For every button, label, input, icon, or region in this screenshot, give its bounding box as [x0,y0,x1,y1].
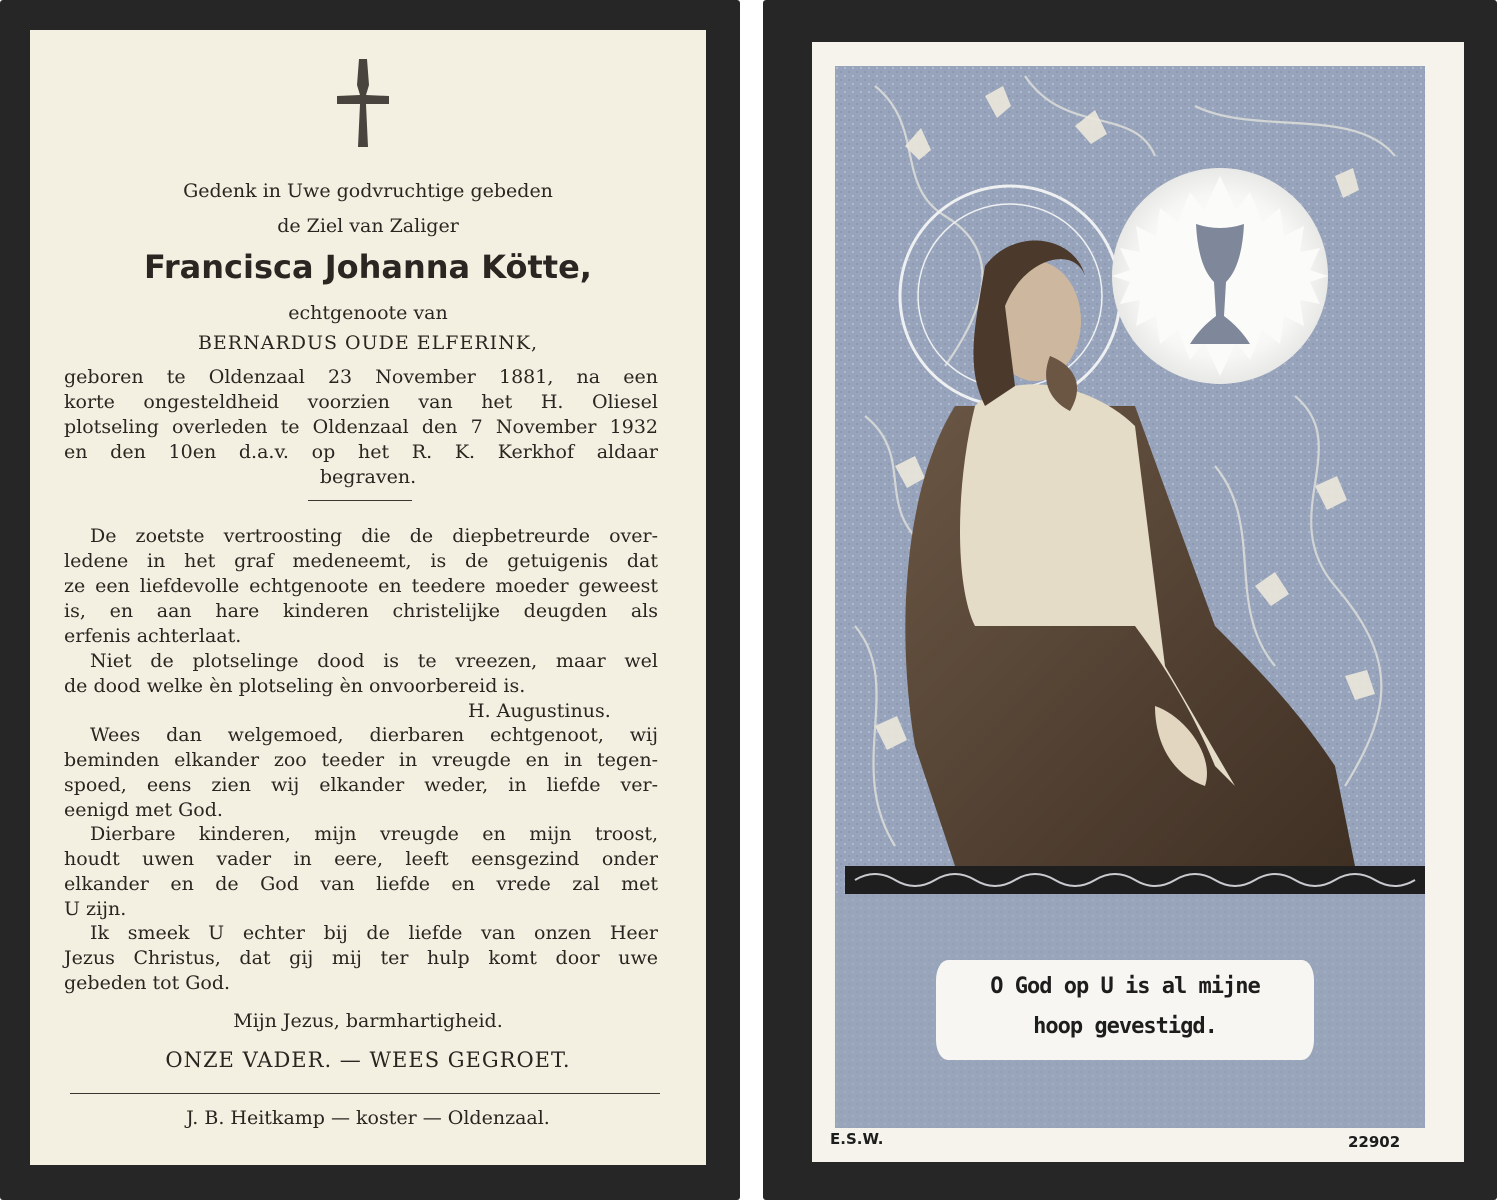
bio-line: plotseling overleden te Oldenzaal den 7 November 1932 [64,416,658,438]
publisher-mark: E.S.W. [830,1130,884,1148]
paragraph-line: Ik smeek U echter bij de liefde van onzen Heer [90,922,658,944]
cross-icon [333,55,393,155]
printer-credit: J. B. Heitkamp — koster — Oldenzaal. [186,1107,550,1129]
paragraph-line: ze een liefdevolle echtgenoote en teedere moeder geweest [64,575,658,597]
left-card-paper [30,30,706,1165]
paragraph-line: ledene in het graf medeneemt, is de getuigenis dat [64,550,658,572]
spouse-intro: echtgenoote van [288,302,448,324]
paragraph-line: eenigd met God. [64,799,223,821]
paragraph-line: is, en aan hare kinderen christelijke deugden als [64,600,658,622]
bottom-divider [70,1093,660,1094]
paragraph-line: U zijn. [64,898,127,920]
short-divider [308,500,412,501]
paragraph-line: Dierbare kinderen, mijn vreugde en mijn troost, [90,823,658,845]
paragraph-line: erfenis achterlaat. [64,625,242,647]
paragraph-line: de dood welke èn plotseling èn onvoorbereid is. [64,675,526,697]
closing-line: ONZE VADER. — WEES GEGROET. [165,1048,571,1072]
prayer-line: Mijn Jezus, barmhartigheid. [233,1010,503,1032]
paragraph-line: beminden elkander zoo teeder in vreugde en in tegen- [64,749,658,771]
paragraph-line: gebeden tot God. [64,972,231,994]
deceased-name: Francisca Johanna Kötte, [144,248,592,286]
paragraph-line: De zoetste vertroosting die de diepbetreurde over- [90,525,658,547]
quote-author: H. Augustinus. [468,700,611,722]
motto-box [936,960,1314,1060]
paragraph-line: spoed, eens zien wij elkander weder, in liefde ver- [64,774,658,796]
catalog-number: 22902 [1348,1133,1401,1151]
paragraph-line: Jezus Christus, dat gij mij ter hulp komt door uwe [64,947,658,969]
bio-line: en den 10en d.a.v. op het R. K. Kerkhof aldaar [64,441,658,463]
motto-line-2: hoop gevestigd. [1033,1014,1217,1039]
paragraph-line: elkander en de God van liefde en vrede zal met [64,873,658,895]
bio-line: korte ongesteldheid voorzien van het H. Oliesel [64,391,658,413]
paragraph-line: Niet de plotselinge dood is te vreezen, maar wel [90,650,658,672]
intro-line-2: de Ziel van Zaliger [277,215,459,237]
spouse-name: BERNARDUS OUDE ELFERINK, [197,332,539,354]
motto-line-1: O God op U is al mijne [990,974,1260,999]
bio-line: geboren te Oldenzaal 23 November 1881, na een [64,366,658,388]
paragraph-line: houdt uwen vader in eere, leeft eensgezind onder [64,848,658,870]
intro-line-1: Gedenk in Uwe godvruchtige gebeden [183,180,553,202]
bio-last-line: begraven. [319,466,417,488]
paragraph-line: Wees dan welgemoed, dierbaren echtgenoot, wij [90,724,658,746]
